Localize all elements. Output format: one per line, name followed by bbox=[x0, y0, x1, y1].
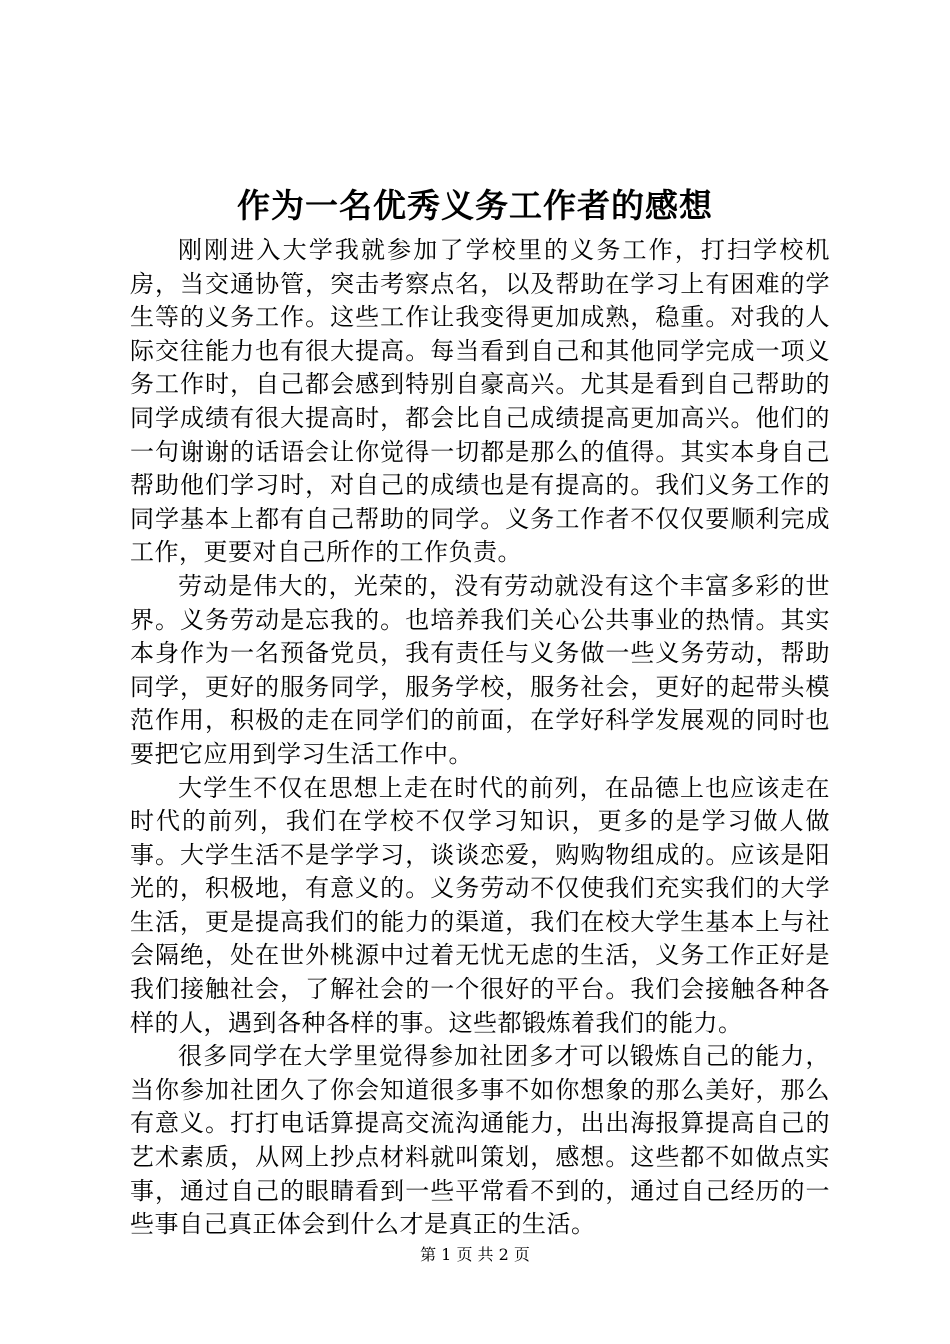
document-body bbox=[130, 234, 830, 1242]
paragraph-4: 很多同学在大学里觉得参加社团多才可以锻炼自己的能力，当你参加社团久了你会知道很多事不如你想象的那么美好，那么有意义。打打电话算提高交流沟通能力，出出海报算提高自己的艺术素质，从网上抄点材料就叫策划，感想。这些都不如做点实事，通过自己的眼睛看到一些平常看不到的，通过自己经历的一些事自己真正体会到什么才是真正的生活。 bbox=[130, 1042, 830, 1239]
paragraph-2: 劳动是伟大的，光荣的，没有劳动就没有这个丰富多彩的世界。义务劳动是忘我的。也培养我们关心公共事业的热情。其实本身作为一名预备党员，我有责任与义务做一些义务劳动，帮助同学，更好的服务同学，服务学校，服务社会，更好的起带头模范作用，积极的走在同学们的前面，在学好科学发展观的同时也要把它应用到学习生活工作中。 bbox=[130, 571, 830, 768]
paragraph-1: 刚刚进入大学我就参加了学校里的义务工作，打扫学校机房，当交通协管，突击考察点名，以及帮助在学习上有困难的学生等的义务工作。这些工作让我变得更加成熟，稳重。对我的人际交往能力也有很大提高。每当看到自己和其他同学完成一项义务工作时，自己都会感到特别自豪高兴。尤其是看到自己帮助的同学成绩有很大提高时，都会比自己成绩提高更加高兴。他们的一句谢谢的话语会让你觉得一切都是那么的值得。其实本身自己帮助他们学习时，对自己的成绩也是有提高的。我们义务工作的同学基本上都有自己帮助的同学。义务工作者不仅仅要顺利完成工作，更要对自己所作的工作负责。 bbox=[130, 236, 830, 567]
document-title: 作为一名优秀义务工作者的感想 bbox=[237, 186, 713, 225]
paragraph-3: 大学生不仅在思想上走在时代的前列，在品德上也应该走在时代的前列，我们在学校不仅学习知识，更多的是学习做人做事。大学生活不是学学习，谈谈恋爱，购购物组成的。应该是阳光的，积极地，有意义的。义务劳动不仅使我们充实我们的大学生活，更是提高我们的能力的渠道，我们在校大学生基本上与社会隔绝，处在世外桃源中过着无忧无虑的生活，义务工作正好是我们接触社会，了解社会的一个很好的平台。我们会接触各种各样的人，遇到各种各样的事。这些都锻炼着我们的能力。 bbox=[130, 773, 830, 1037]
page-number-footer: 第 1 页 共 2 页 bbox=[420, 1245, 530, 1264]
